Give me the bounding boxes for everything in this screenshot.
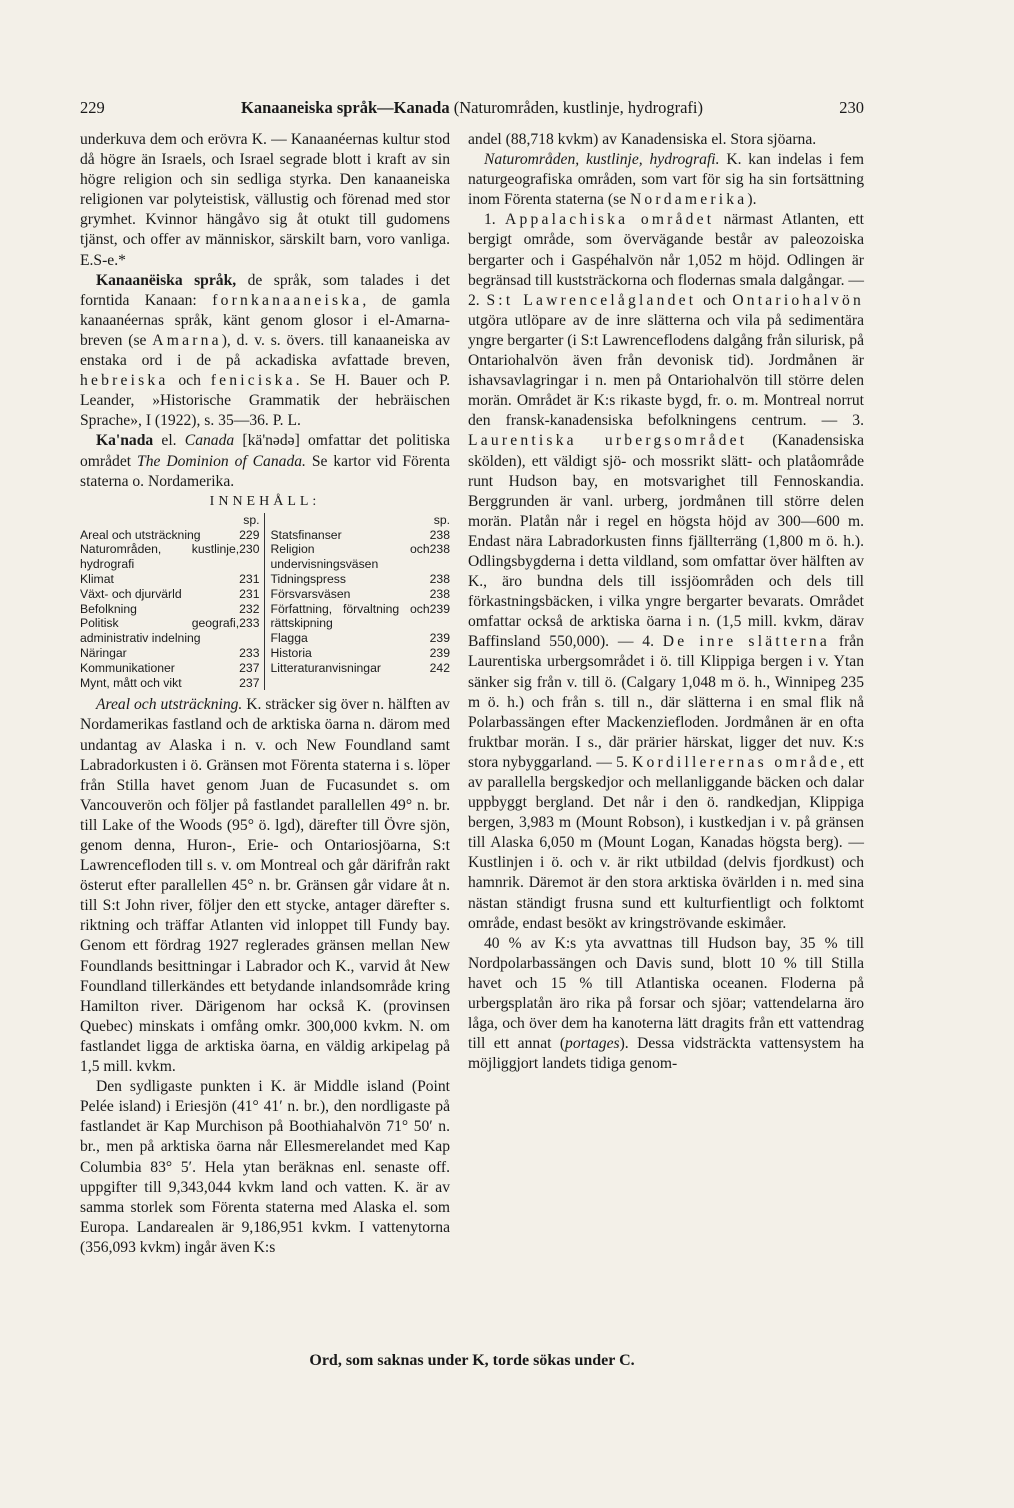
entry-text: . Se H. Bauer och P. Leander, »Historische Grammatik der hebräischen Sprache», I (1922), s. 35—36. P. L. xyxy=(80,372,451,430)
toc-entry xyxy=(271,528,451,543)
toc-entry-label: Religion och undervisningsväsen xyxy=(270,542,430,572)
paragraph-avvattning xyxy=(468,934,864,1075)
entry-text: , de gamla kanaanéernas språk, känt genom glosor i el-Amarna-breven (se xyxy=(80,291,450,349)
entry-text: el. xyxy=(153,432,185,450)
section-text: , ett av parallella bergskedjor och mellanliggande bäcken och dalar uppbyggt bergland. Det når i den ö. randkedjan, Klippiga bergen, 3,983 m (Mount Robson), i kustkedjan i v. på gränsen till Alaska 6,050 m (Mount Logan, Kanadas högsta berg). — Kustlinjen i ö. och v. är rikt utbildad (delvis fjordkust) och hamnrik. Däremot är den stora arktiska övärlden i n. med sina nästan ständigt frusna sund ett kulturfientligt och folktomt område, endast besökt av kringströvande eskimåer. xyxy=(468,753,865,932)
entry-headword: Ka'nada xyxy=(96,432,154,450)
toc-sp-label: sp. xyxy=(243,512,260,527)
toc-entry-label: Näringar xyxy=(80,645,127,660)
page-number-left: 229 xyxy=(80,98,105,117)
section-text: (Kanadensiska skölden), ett väldigt sjö- och mossrikt slätt- och platåområde runt Hudson bay, en motsvarighet till Fennoskandia. Berggrunden är vanl. urberg, jordmånen till större delen morän. Platån når i regel en högsta höjd av 300—600 m. Endast nära Labradorkusten finns fjällterräng (1,800 m ö. h.). Odlingsbygderna i detta vildland, som omfattar över hälften av K., äro bundna dels till issjöområden och dels till förkastningsbäcken, i vilka yngre bergarter bevarats. Området omfattar också de arktiska öarna i n. (1,5 mill. kvkm, därav Baffinsland 550,000). — 4. xyxy=(468,432,864,651)
toc-entry-page: 238 xyxy=(429,571,450,586)
toc-entry xyxy=(271,646,451,661)
toc-entry-label: Författning, förvaltning och rättskipning xyxy=(270,601,430,631)
left-column xyxy=(80,130,450,1258)
section-naturomraden xyxy=(468,150,864,210)
entry-text: de språk, som talades i det forntida Kanaan: xyxy=(80,271,450,309)
entry-text: [kä'nədə] omfattar det politiska området xyxy=(80,432,450,470)
toc-entry-label: Befolkning xyxy=(80,601,137,616)
entry-kanada xyxy=(80,431,450,491)
toc-entry-label: Historia xyxy=(270,645,312,660)
section-text: utgöra utlöpare av de inre slätterna och vila på sedimentära yngre bergarter (i S:t Lawrenceflodens dalgång från silurisk, på Ontariohalvön även från devonisk tid). Jordmånen är ishavsavlagringar i n. men på Ontariohalvön till större delen morän. Området är K:s rikaste bygd, fr. o. m. Montreal norrut den fransk-kanadensiska befolkningens centrum. — 3. xyxy=(468,311,864,430)
toc-entry xyxy=(80,528,260,543)
paragraph-regions xyxy=(468,210,864,933)
page-footer-note: Ord, som saknas under K, torde sökas under C. xyxy=(309,1352,635,1369)
toc-entry-label: Litteraturanvisningar xyxy=(270,660,381,675)
toc-entry xyxy=(271,572,451,587)
toc-entry xyxy=(80,646,260,661)
spaced-term: Ontariohalvön xyxy=(732,291,864,309)
toc-entry xyxy=(271,587,451,602)
entry-text: och xyxy=(168,372,211,390)
italic-term: The Dominion of Canada. xyxy=(137,452,306,470)
toc-entry-label: Växt- och djurvärld xyxy=(80,586,182,601)
toc-entry-page: 237 xyxy=(239,660,260,675)
entry-headword: Kanaanëiska språk, xyxy=(96,271,237,289)
toc-entry xyxy=(80,542,260,572)
toc-entry-page: 238 xyxy=(429,527,450,542)
section-text: från Laurentiska urbergsområdet i ö. till Klippiga bergen i v. Ytan sänker sig från v. till ö. (Calgary 1,048 m ö. h., Winnipeg 235 m ö. h.) och från s. till n., där slätterna i en smal flik nå Polarbassängen efter Mackenziefloden. Jordmånen är en ofta fruktbar morän. I s., där prärier härskat, ligger det nuv. K:s stora nybyggarland. — 5. xyxy=(468,633,864,771)
toc-entry-page: 231 xyxy=(239,586,260,601)
toc-entry xyxy=(271,631,451,646)
section-heading: Areal och utsträckning. xyxy=(96,696,243,714)
toc-entry-label: Klimat xyxy=(80,571,114,586)
page-header xyxy=(80,98,864,122)
spaced-term: Amarna xyxy=(152,331,222,349)
spaced-term: fornkanaaneiska xyxy=(212,291,363,309)
section-text: ). xyxy=(747,191,757,209)
spaced-term: Kordillerernas område xyxy=(632,753,841,771)
toc-entry xyxy=(80,676,260,691)
toc-entry-label: Statsfinanser xyxy=(270,527,342,542)
toc-entry xyxy=(80,661,260,676)
paragraph-andel: andel (88,718 kvkm) av Kanadensiska el. Stora sjöarna. xyxy=(468,131,817,148)
spaced-term: Laurentiska urbergsområdet xyxy=(468,432,748,450)
toc-entry-page: 229 xyxy=(239,527,260,542)
toc-left-column xyxy=(80,513,265,691)
spaced-term: feniciska xyxy=(210,372,296,390)
italic-term: Canada xyxy=(184,432,235,450)
toc-entry-label: Kommunikationer xyxy=(80,660,175,675)
toc-entry xyxy=(271,542,451,572)
toc-entry-page: 242 xyxy=(429,660,450,675)
entry-text: Se kartor vid Förenta staterna o. Nordamerika. xyxy=(80,452,451,490)
section-text: och xyxy=(696,291,733,309)
running-title xyxy=(80,98,864,118)
running-title-bold: Kanaaneiska språk—Kanada xyxy=(241,98,450,117)
entry-kanaaneiska-sprak xyxy=(80,271,450,432)
toc-entry-page: 237 xyxy=(239,675,260,690)
spaced-term: hebreiska xyxy=(80,372,169,390)
spaced-term: De inre slätterna xyxy=(662,633,831,651)
table-of-contents xyxy=(80,513,450,691)
section-text: närmast Atlanten, ett bergigt område, som övervägande består av paleozoiska bergarter och i Gaspéhalvön når 1,052 m höjd. Odlingen är begränsad till kuststräckorna och flodernas smala dalgångar. — 2. xyxy=(468,211,864,309)
toc-entry-label: Areal och utsträckning xyxy=(80,527,201,542)
toc-entry-page: 239 xyxy=(429,601,450,616)
toc-entry-label: Försvarsväsen xyxy=(270,586,351,601)
toc-entry-page: 238 xyxy=(429,542,450,557)
italic-term: portages xyxy=(565,1035,620,1053)
toc-entry-page: 238 xyxy=(429,586,450,601)
toc-entry xyxy=(80,616,260,646)
toc-entry-page: 233 xyxy=(239,616,260,631)
spaced-term: Nordamerika xyxy=(629,191,748,209)
section-text: K. kan indelas i fem naturgeografiska områden, som vart för sig ha sin fortsättning inom Förenta staterna (se xyxy=(468,151,864,209)
toc-entry-label: Mynt, mått och vikt xyxy=(80,675,182,690)
entry-text: ), d. v. s. övers. till kanaaneiska av enstaka ord i de på ackadiska avfattade breven, xyxy=(80,331,450,370)
paragraph-sydligaste: Den sydligaste punkten i K. är Middle island (Point Pelée island) i Eriesjön (41° 41′ n. br.), den nordligaste på fastlandet är Kap Murchison på Boothiahalvön 71° 50′ n. br., men på arktiska öarna når Ellesmerelandet med Kap Columbia 83° 5′. Hela ytan beräknas enl. senaste off. uppgifter till 9,343,044 kvkm land och vatten. K. är av samma storlek som Förenta staterna med Alaska el. som Europa. Landarealen är 9,186,951 kvkm. I vattenytorna (356,093 kvkm) ingår även K:s xyxy=(80,1078,450,1256)
toc-entry-page: 233 xyxy=(239,645,260,660)
toc-entry-label: Naturområden, kustlinje, hydrografi xyxy=(80,542,240,572)
toc-heading: INNEHÅLL: xyxy=(209,493,321,509)
section-text: 1. xyxy=(484,211,506,229)
section-areal xyxy=(80,695,450,1077)
right-column xyxy=(468,130,864,1074)
spaced-term: S:t Lawrencelåglandet xyxy=(486,291,697,309)
toc-entry-page: 230 xyxy=(239,542,260,557)
toc-entry xyxy=(80,587,260,602)
toc-entry-label: Tidningspress xyxy=(270,571,346,586)
toc-entry xyxy=(80,602,260,617)
section-heading: Naturområden, kustlinje, hydrografi. xyxy=(484,151,720,169)
toc-right-column xyxy=(265,513,451,691)
toc-sp-label: sp. xyxy=(433,512,450,527)
section-text: K. sträcker sig över n. hälften av Nordamerikas fastland och de arktiska öarna n. därom med undantag av Alaska i n. v. och New Foundland samt Labradorkusten i ö. Gränsen mot Förenta staterna i s. löper från Stilla havet genom Juan de Fucasundet s. om Vancouverön och följer på fastlandet parallellen 49° n. br. till Lake of the Woods (95° ö. lgd), därefter till Övre sjön, genom denna, Huron-, Erie- och Ontariosjöarna, S:t Lawrencefloden till s. v. om Montreal och går därifrån rakt österut efter parallellen 45° n. br. Gränsen går vidare åt n. till S:t John river, följer den ett stycke, antager därefter s. riktning och träffar Atlanten vid inloppet till Fundy bay. Genom ett fördrag 1927 reglerades gränsen mellan New Foundlands besittningar i Labrador och K., varvid åt New Foundland tillerkändes ett betydande inlandsområde kring Hamilton river. Därigenom har också K. (provinsen Quebec) minskats i omfång omkr. 300,000 kvkm. N. om fastlandet ligga de arktiska öarna, en väldig arkipelag på 1,5 mill. kvkm. xyxy=(80,696,450,1076)
toc-entry xyxy=(271,602,451,632)
section-text: ). Dessa vidsträckta vattensystem ha möjliggjort landets tidiga genom- xyxy=(468,1035,864,1073)
spaced-term: Appalachiska området xyxy=(505,211,715,229)
toc-entry-page: 231 xyxy=(239,571,260,586)
toc-entry xyxy=(80,572,260,587)
toc-entry-page: 232 xyxy=(239,601,260,616)
toc-entry-label: Flagga xyxy=(270,631,308,646)
paragraph-kanaaneer: underkuva dem och erövra K. — Kanaanéernas kultur stod då högre än Israels, och Israel segrade blott i kraft av sin högre religion och sin sedliga styrka. Den kanaaneiska religionen var polyteistisk, vällustig och förenad med stor grymhet. Kvinnor hängåvo sig åt otukt till gudomens tjänst, och offer av människor, särskilt barn, voro vanliga. E.S-e.* xyxy=(80,131,450,269)
toc-entry-label: Politisk geografi, administrativ indelning xyxy=(80,616,240,646)
running-title-rest: (Naturområden, kustlinje, hydrografi) xyxy=(453,98,703,117)
toc-entry-page: 239 xyxy=(429,645,450,660)
page-number-right: 230 xyxy=(839,98,864,117)
section-text: 40 % av K:s yta avvattnas till Hudson bay, 35 % till Nordpolarbassängen och Davis sund, blott 10 % till Stilla havet och 15 % till Atlantiska oceanen. Floderna på urbergsplatån äro rika på forsar och sjöar; vattendelarna äro låga, och över dem ha kanoterna lätt dragits från ett vattendrag till ett annat ( xyxy=(468,934,864,1053)
toc-entry-page: 239 xyxy=(429,631,450,646)
toc-entry xyxy=(271,661,451,676)
